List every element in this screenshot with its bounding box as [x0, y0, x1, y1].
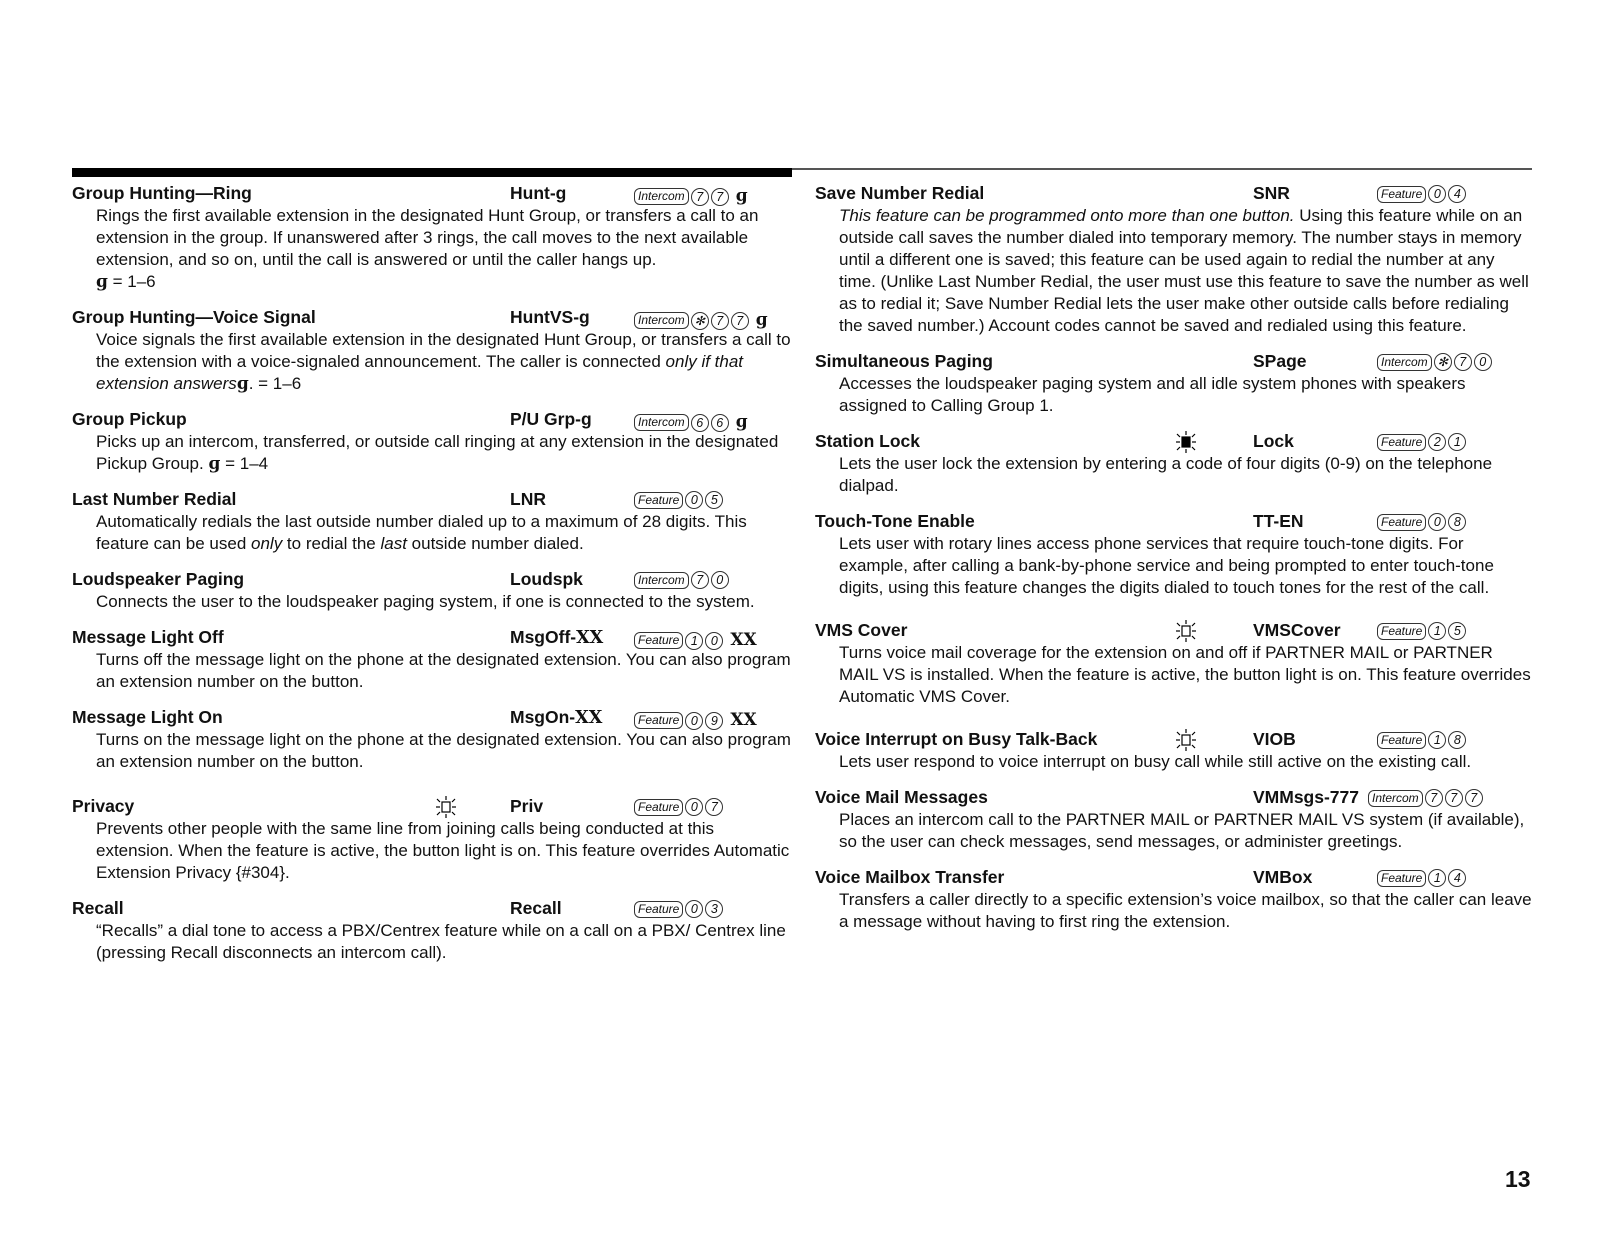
entry-voice-interrupt	[815, 728, 1533, 773]
key-sequence	[634, 709, 757, 732]
entry-voice-mail-messages	[815, 786, 1533, 853]
feature-description: Turns off the message light on the phone at the designated extension. You can also program an extension number on the button.	[96, 650, 791, 691]
feature-name: Voice Mailbox Transfer	[815, 867, 1005, 887]
page-number: 13	[1505, 1166, 1531, 1192]
feature-description: “Recalls” a dial tone to access a PBX/Centrex feature while on a call on a PBX/ Centrex line (pressing Recall disconnects an intercom call).	[96, 921, 786, 962]
status-light-on-icon	[1174, 431, 1198, 453]
entry-simultaneous-paging	[815, 350, 1533, 417]
key-sequence	[1377, 731, 1466, 749]
status-light-icon	[1174, 620, 1198, 642]
dial-key: 0	[685, 712, 703, 730]
button-label: SPage	[1253, 351, 1307, 371]
button-label: MsgOn-XX	[510, 707, 603, 728]
entry-group-hunting-ring	[72, 182, 792, 293]
dial-key: 7	[691, 571, 709, 589]
key-sequence	[634, 798, 723, 816]
feature-description: Lets user with rotary lines access phone services that require touch-tone digits. For example, after calling a bank-by-phone service and being prompted to enter touch-tone digits, using this feature changes the digits dialed to touch tones for the rest of the call.	[839, 534, 1494, 597]
feature-key: Feature	[1377, 434, 1426, 451]
extension-placeholder: XX	[730, 710, 757, 730]
key-sequence	[634, 411, 748, 434]
feature-description: Lets user respond to voice interrupt on busy call while still active on the existing call.	[839, 752, 1472, 771]
feature-name: Loudspeaker Paging	[72, 569, 245, 589]
intercom-key: Intercom	[634, 414, 689, 431]
dial-key: 1	[1428, 731, 1446, 749]
feature-key: Feature	[634, 901, 683, 918]
feature-description: Turns voice mail coverage for the extension on and off if PARTNER MAIL or PARTNER MAIL VS is installed. When the feature is active, the button light is on. This feature overrides Automatic VMS Cover.	[839, 643, 1531, 706]
dial-key: 7	[1445, 789, 1463, 807]
dial-key: 0	[705, 632, 723, 650]
dial-key: 1	[1448, 433, 1466, 451]
feature-name: Privacy	[72, 796, 135, 816]
entry-vms-cover	[815, 619, 1533, 708]
dial-key: 7	[691, 188, 709, 206]
button-label: Priv	[510, 796, 544, 816]
entry-voice-mailbox-transfer	[815, 866, 1533, 933]
dial-key: 7	[1465, 789, 1483, 807]
intercom-key: Intercom	[1368, 790, 1423, 807]
button-label: Hunt-ɡ	[510, 183, 567, 203]
feature-description: Places an intercom call to the PARTNER MAIL or PARTNER MAIL VS system (if available), so the user can check messages, send messages, or administer greetings.	[839, 810, 1525, 851]
key-sequence	[634, 629, 757, 652]
dial-key: 4	[1448, 869, 1466, 887]
key-sequence	[634, 185, 748, 208]
button-label: MsgOff-XX	[510, 627, 604, 648]
dial-key: 0	[685, 900, 703, 918]
entry-privacy	[72, 795, 792, 884]
group-symbol: ɡ	[755, 310, 768, 330]
dial-key: 6	[691, 414, 709, 432]
key-sequence	[1377, 622, 1466, 640]
button-label: VMSCover	[1253, 620, 1341, 640]
star-key: ✻	[1434, 353, 1452, 371]
dial-key: 0	[685, 798, 703, 816]
dial-key: 0	[1474, 353, 1492, 371]
feature-key: Feature	[1377, 732, 1426, 749]
dial-key: 1	[685, 632, 703, 650]
top-rule-thick	[72, 168, 792, 177]
dial-key: 0	[685, 491, 703, 509]
feature-description: Turns on the message light on the phone at the designated extension. You can also program an extension number on the button.	[96, 730, 791, 771]
dial-key: 8	[1448, 731, 1466, 749]
feature-name: Simultaneous Paging	[815, 351, 993, 371]
entry-recall	[72, 897, 792, 964]
feature-name: Last Number Redial	[72, 489, 237, 509]
dial-key: 1	[1428, 869, 1446, 887]
feature-key: Feature	[1377, 623, 1426, 640]
key-sequence	[1377, 185, 1466, 203]
button-label: Loudspk	[510, 569, 583, 589]
key-sequence	[1377, 433, 1466, 451]
entry-message-light-off	[72, 626, 792, 693]
feature-description: Lets the user lock the extension by entering a code of four digits (0-9) on the telephone dialpad.	[839, 454, 1493, 495]
feature-name: Save Number Redial	[815, 183, 985, 203]
dial-key: 0	[1428, 513, 1446, 531]
dial-key: 7	[711, 188, 729, 206]
feature-description: Voice signals the first available extension in the designated Hunt Group, or transfers a call to the extension with a voice-signaled announcement. The caller is connected only if that extension answersɡ. = 1–6	[96, 330, 791, 394]
feature-description: Accesses the loudspeaker paging system and all idle system phones with speakers assigned to Calling Group 1.	[839, 374, 1466, 415]
dial-key: 7	[711, 312, 729, 330]
feature-key: Feature	[634, 712, 683, 729]
feature-name: Voice Mail Messages	[815, 787, 988, 807]
feature-name: Touch-Tone Enable	[815, 511, 975, 531]
dial-key: 2	[1428, 433, 1446, 451]
button-label: HuntVS-ɡ	[510, 307, 590, 327]
entry-loudspeaker-paging	[72, 568, 792, 613]
entry-touch-tone-enable	[815, 510, 1533, 599]
intercom-key: Intercom	[634, 188, 689, 205]
button-label: Recall	[510, 898, 562, 918]
key-sequence	[634, 309, 768, 332]
key-sequence	[1377, 513, 1466, 531]
intercom-key: Intercom	[634, 312, 689, 329]
feature-description: This feature can be programmed onto more than one button. Using this feature while on an outside call saves the number dialed into temporary memory. The number stays in memory until a different one is saved; this feature can be used again to redial the number at any time. (Unlike Last Number Redial, the user must use this feature to save the number as well as to redial it; Save Number Redial lets the user make other outside calls before redialing the saved number.) Account codes cannot be saved and redialed using this feature.	[839, 206, 1529, 335]
dial-key: 5	[1448, 622, 1466, 640]
right-column	[815, 182, 1533, 946]
entry-station-lock	[815, 430, 1533, 497]
feature-key: Feature	[634, 632, 683, 649]
entry-message-light-on	[72, 706, 792, 773]
dial-key: 7	[731, 312, 749, 330]
dial-key: 1	[1428, 622, 1446, 640]
dial-key: 6	[711, 414, 729, 432]
feature-description: Picks up an intercom, transferred, or outside call ringing at any extension in the designated Pickup Group. ɡ = 1–4	[96, 432, 779, 474]
dial-key: 7	[705, 798, 723, 816]
feature-name: Station Lock	[815, 431, 921, 451]
feature-name: Group Hunting—Ring	[72, 183, 252, 203]
intercom-key: Intercom	[1377, 354, 1432, 371]
button-label: VIOB	[1253, 729, 1296, 749]
button-label: VMMsgs-777	[1253, 787, 1360, 807]
dial-key: 0	[711, 571, 729, 589]
left-column	[72, 182, 792, 977]
button-label: TT-EN	[1253, 511, 1304, 531]
dial-key: 7	[1425, 789, 1443, 807]
feature-key: Feature	[1377, 870, 1426, 887]
feature-description: Automatically redials the last outside number dialed up to a maximum of 28 digits. This feature can be used only to redial the last outside number dialed.	[96, 512, 747, 553]
button-label: SNR	[1253, 183, 1290, 203]
key-sequence	[1377, 869, 1466, 887]
feature-key: Feature	[634, 799, 683, 816]
feature-description: Prevents other people with the same line from joining calls being conducted at this extension. When the feature is active, the button light is on. This feature overrides Automatic Extension Privacy {#304}.	[96, 819, 790, 882]
entry-save-number-redial	[815, 182, 1533, 337]
feature-name: Group Pickup	[72, 409, 187, 429]
intercom-key: Intercom	[634, 572, 689, 589]
feature-name: Message Light Off	[72, 627, 224, 647]
entry-group-hunting-voice	[72, 306, 792, 395]
button-label: VMBox	[1253, 867, 1313, 887]
key-sequence	[634, 571, 729, 589]
feature-description: Transfers a caller directly to a specific extension’s voice mailbox, so that the caller can leave a message without having to first ring the extension.	[839, 890, 1532, 931]
feature-name: Voice Interrupt on Busy Talk-Back	[815, 729, 1098, 749]
feature-name: Group Hunting—Voice Signal	[72, 307, 316, 327]
button-label: Lock	[1253, 431, 1294, 451]
feature-key: Feature	[1377, 186, 1426, 203]
dial-key: 9	[705, 712, 723, 730]
feature-name: Message Light On	[72, 707, 223, 727]
feature-description: Connects the user to the loudspeaker paging system, if one is connected to the system.	[96, 592, 755, 611]
status-light-icon	[1174, 729, 1198, 751]
key-sequence	[634, 900, 723, 918]
dial-key: 4	[1448, 185, 1466, 203]
dial-key: 7	[1454, 353, 1472, 371]
feature-key: Feature	[634, 492, 683, 509]
status-light-icon	[434, 796, 458, 818]
dial-key: 8	[1448, 513, 1466, 531]
dial-key: 0	[1428, 185, 1446, 203]
extension-placeholder: XX	[730, 630, 757, 650]
feature-description: Rings the first available extension in the designated Hunt Group, or transfers a call to an extension in the group. If unanswered after 3 rings, the call moves to the next available extension, and so on, until the call is answered or until the caller hangs up. ɡ = 1–6	[96, 206, 759, 292]
feature-name: VMS Cover	[815, 620, 908, 640]
key-sequence	[1377, 353, 1492, 371]
dial-key: 3	[705, 900, 723, 918]
group-symbol: ɡ	[735, 412, 748, 432]
entry-last-number-redial	[72, 488, 792, 555]
dial-key: 5	[705, 491, 723, 509]
key-sequence	[1368, 789, 1483, 807]
button-label: LNR	[510, 489, 546, 509]
star-key: ✻	[691, 312, 709, 330]
key-sequence	[634, 491, 723, 509]
button-label: P/U Grp-ɡ	[510, 409, 592, 429]
feature-key: Feature	[1377, 514, 1426, 531]
entry-group-pickup	[72, 408, 792, 475]
group-symbol: ɡ	[735, 186, 748, 206]
feature-name: Recall	[72, 898, 124, 918]
top-rule-thin	[792, 168, 1532, 170]
